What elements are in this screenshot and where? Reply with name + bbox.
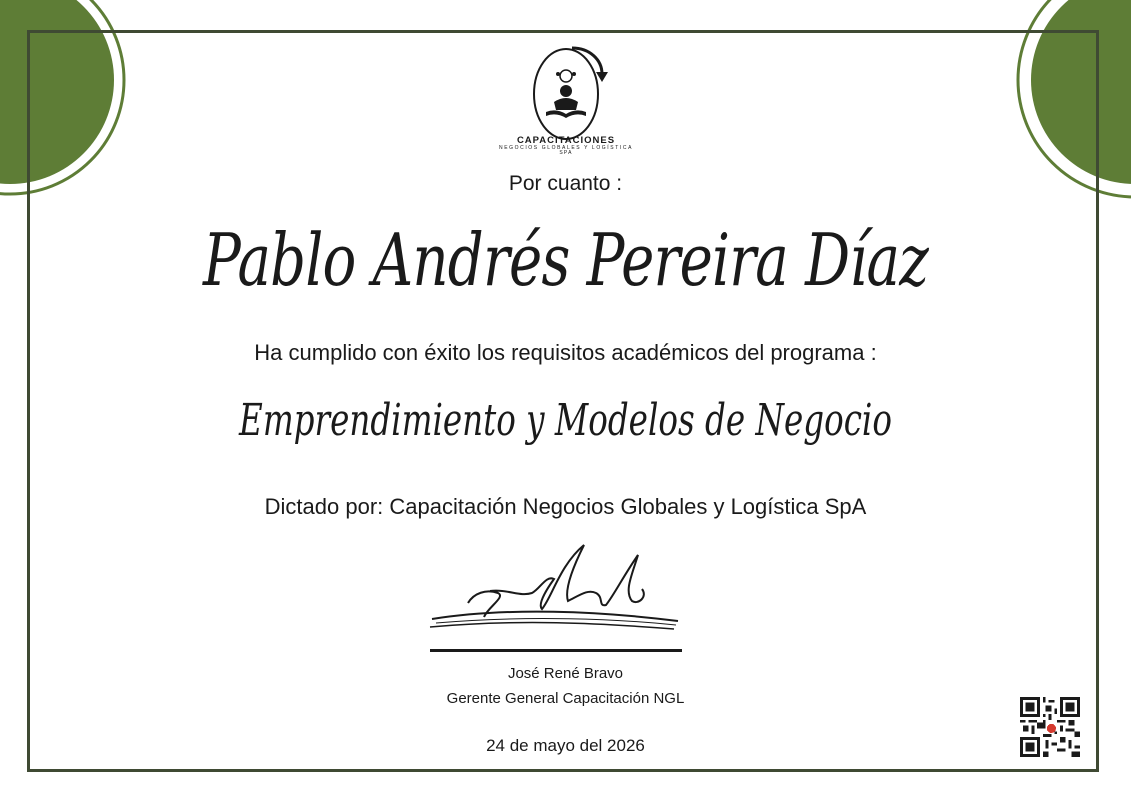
requirement-text: Ha cumplido con éxito los requisitos académicos del programa : [254, 340, 877, 365]
intro-text: Por cuanto : [508, 172, 623, 195]
recipient-name: Pablo Andrés Pereira Díaz [202, 218, 929, 302]
logo-title: CAPACITACIONES [516, 135, 616, 146]
logo-text [466, 136, 666, 156]
qr-code-icon[interactable] [1020, 697, 1080, 757]
logo-spa: SPA [559, 150, 573, 157]
signature [428, 535, 688, 635]
issued-by-text: Dictado por: Capacitación Negocios Globales y Logística SpA [264, 494, 867, 519]
signer-title: Gerente General Capacitación NGL [446, 690, 685, 707]
signature-line [430, 649, 682, 652]
signer-name: José René Bravo [507, 665, 624, 682]
program-name: Emprendimiento y Modelos de Negocio [239, 395, 892, 446]
logo-subtitle: NEGOCIOS GLOBALES Y LOGÍSTICA [498, 144, 634, 151]
issue-date: 24 de mayo del 2026 [486, 736, 645, 755]
